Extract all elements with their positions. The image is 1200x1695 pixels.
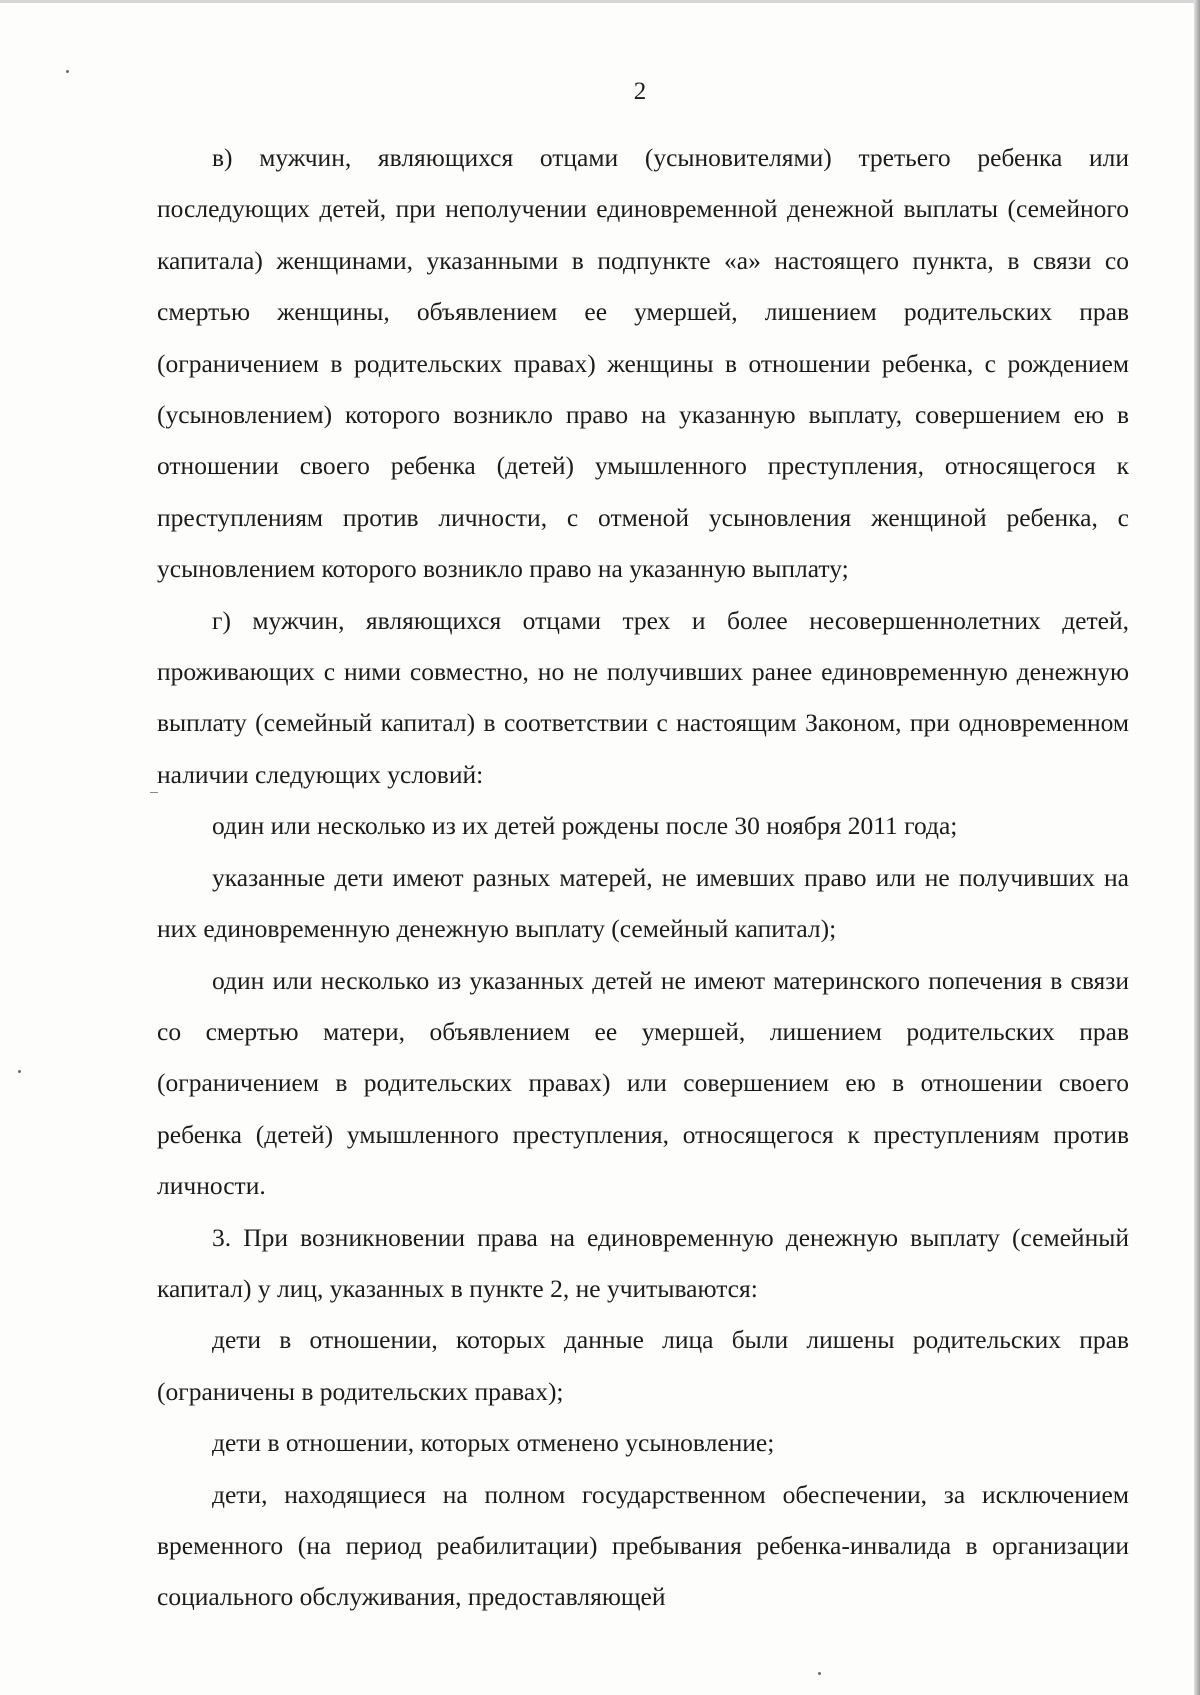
paragraph-3: 3. При возникновении права на единовременную денежную выплату (семейный капитал) у лиц, указанных в пункте 2, не учитываются:	[157, 1222, 1129, 1303]
scan-speck	[150, 792, 158, 793]
document-body	[157, 132, 1129, 1623]
scan-right-edge	[1194, 0, 1200, 1695]
exclusion-1: дети в отношении, которых данные лица были лишены родительских прав (ограничены в родительских правах);	[157, 1325, 1129, 1406]
scan-speck	[18, 1070, 21, 1073]
condition-1: один или несколько из их детей рождены после 30 ноября 2011 года;	[212, 811, 958, 841]
scan-top-edge	[0, 0, 1200, 3]
scan-speck	[66, 70, 69, 73]
scan-speck	[818, 1672, 821, 1675]
exclusion-3: дети, находящиеся на полном государственном обеспечении, за исключением временного (на период реабилитации) пребывания ребенка-инвалида в организации социального обслуживания, предоставляющей	[157, 1479, 1129, 1612]
page-number: 2	[633, 78, 647, 105]
paragraph-v: в) мужчин, являющихся отцами (усыновителями) третьего ребенка или последующих детей, при неполучении единовременной денежной выплаты (семейного капитала) женщинами, указанными в подпункте «а» настоящего пункта, в связи со смертью женщины, объявлением ее умершей, лишением родительских прав (ограничением в родительских правах) женщины в отношении ребенка, с рождением (усыновлением) которого возникло право на указанную выплату, совершением ею в отношении своего ребенка (детей) умышленного преступления, относящегося к преступлениям против личности, с отменой усыновления женщиной ребенка, с усыновлением которого возникло право на указанную выплату;	[157, 143, 1129, 584]
condition-2: указанные дети имеют разных матерей, не имевших право или не получивших на них единовременную денежную выплату (семейный капитал);	[157, 862, 1129, 944]
condition-3: один или несколько из указанных детей не имеют материнского попечения в связи со смертью матери, объявлением ее умершей, лишением родительских прав (ограничением в родительских правах) или совершением ею в отношении своего ребенка (детей) умышленного преступления, относящегося к преступлениям против личности.	[157, 965, 1129, 1201]
exclusion-2: дети в отношении, которых отменено усыновление;	[212, 1428, 775, 1458]
paragraph-g: г) мужчин, являющихся отцами трех и более несовершеннолетних детей, проживающих с ними совместно, но не получивших ранее единовременную денежную выплату (семейный капитал) в соответствии с настоящим Законом, при одновременном наличии следующих условий:	[157, 605, 1129, 789]
